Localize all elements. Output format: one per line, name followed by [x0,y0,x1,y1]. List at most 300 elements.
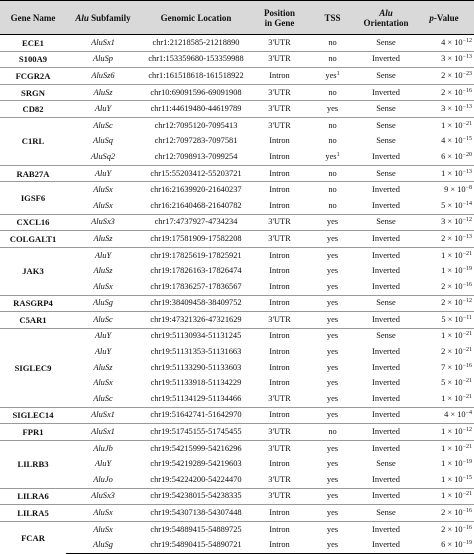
genomic-location-cell: chr19:51134129-51134466 [150,393,242,403]
position-cell: 3'UTR [252,312,307,329]
tss-value: yes [326,459,339,469]
p-value-base: 4 × 10 [444,410,466,420]
subfamily-cell: AluSx [66,182,140,198]
subfamily-cell: AluSz [93,362,113,372]
p-value-exponent: −16 [462,508,472,515]
p-value-cell [414,295,474,312]
header-tss: TSS [307,1,358,35]
p-value-exponent: −11 [462,314,472,321]
p-value-base: 6 × 10 [441,540,463,550]
p-value-exponent: −14 [462,200,472,207]
genomic-location-cell: chr19:54238015-54238335 [140,488,252,505]
p-value-cell [414,263,474,279]
tss-cell [307,407,358,424]
p-value-cell [414,472,474,488]
gene-name-cell: IGSF6 [0,182,66,214]
p-value-base: 2 × 10 [441,233,463,243]
p-value-base: 1 × 10 [441,250,463,260]
genomic-location-cell: chr19:51131353-51131663 [150,347,242,357]
tss-value: no [328,37,337,47]
p-value-exponent: −19 [462,540,472,547]
tss-cell [307,505,358,522]
position-cell: Intron [252,247,307,263]
position-cell: Intron [252,182,307,198]
genomic-location-cell: chr1:161518618-161518922 [140,68,252,85]
genomic-location-cell: chr19:51745155-51745455 [140,424,252,441]
position-cell: 3'UTR [252,488,307,505]
orientation-cell: Sense [358,505,414,522]
position-cell: 3'UTR [268,474,291,484]
genomic-location-cell: chr19:51130934-51131245 [140,328,252,344]
tss-value: no [328,168,337,178]
tss-value: yes [326,298,339,308]
p-value-exponent: −16 [462,281,472,288]
position-cell: Intron [269,362,290,372]
p-value-cell [414,231,474,248]
table-row [0,391,474,407]
orientation-cell: Sense [376,136,396,146]
orientation-cell: Inverted [372,200,400,210]
genomic-location-cell: chr19:54215999-54216296 [140,440,252,456]
gene-name-cell: C1RL [0,117,66,165]
p-value-exponent: −13 [462,233,472,240]
genomic-location-cell: chr19:54307138-54307448 [140,505,252,522]
tss-value: yes [326,491,339,501]
tss-cell [307,263,358,279]
position-cell: Intron [252,165,307,182]
genomic-location-cell: chr12:7095120-7095413 [140,117,252,133]
tss-cell [307,488,358,505]
orientation-cell: Inverted [372,266,400,276]
subfamily-cell: AluSx3 [66,214,140,231]
position-cell: 3'UTR [268,393,291,403]
gene-name-cell: SIGLEC14 [0,407,66,424]
tss-value: yes [326,250,339,260]
header-position-in-gene: Position in Gene [252,1,307,35]
gene-name-cell: FCAR [0,521,66,553]
table-row [0,263,474,279]
p-value-base: 4 × 10 [441,37,463,47]
p-value-exponent: −19 [462,266,472,273]
table-row [0,231,474,248]
header-alu-subfamily: Alu Subfamily [66,1,140,35]
p-value-base: 5 × 10 [441,200,463,210]
table-row [0,68,474,85]
p-value-exponent: −12 [462,298,472,305]
subfamily-cell: AluSx1 [66,35,140,52]
position-cell: Intron [252,505,307,522]
tss-value: yes [326,540,339,550]
tss-value: no [328,87,337,97]
genomic-location-cell: chr19:17825619-17825921 [140,247,252,263]
tss-cell [307,360,358,376]
genomic-location-cell: chr11:44619480-44619789 [140,101,252,118]
gene-name-cell: SRGN [0,84,66,101]
tss-value: yes [326,474,339,484]
tss-value: yes [326,443,339,453]
subfamily-cell: AluY [94,347,112,357]
p-value-cell [414,214,474,231]
gene-name-cell: RAB27A [0,165,66,182]
tss-cell [307,51,358,68]
tss-value: yes [326,217,339,227]
tss-value: yes [326,347,339,357]
orientation-cell: Sense [376,459,396,469]
genomic-location-cell: chr19:47321326-47321629 [140,312,252,329]
tss-cell [307,472,358,488]
genomic-location-cell: chr19:51133918-51134229 [150,378,242,388]
p-value-base: 4 × 10 [441,136,463,146]
gene-name-cell: ECE1 [0,35,66,52]
subfamily-cell: AluSx [93,200,113,210]
p-value-base: 1 × 10 [441,427,463,437]
position-cell: 3'UTR [252,214,307,231]
p-value-exponent: −23 [462,70,472,77]
position-cell: 3'UTR [252,231,307,248]
orientation-cell: Inverted [372,474,400,484]
orientation-cell: Inverted [372,347,400,357]
subfamily-cell: AluSg [66,537,140,553]
p-value-base: 2 × 10 [441,508,463,518]
subfamily-cell: AluSx [66,505,140,522]
orientation-cell: Inverted [372,393,400,403]
p-value-base: 2 × 10 [441,70,463,80]
position-cell: Intron [252,328,307,344]
position-cell: Intron [269,459,290,469]
tss-cell [307,35,358,52]
genomic-location-cell: chr19:54890415-54890721 [140,537,252,553]
tss-value: yes [325,151,337,161]
orientation-cell: Inverted [358,84,414,101]
orientation-cell: Sense [358,214,414,231]
subfamily-cell: AluSz6 [66,68,140,85]
table-row [0,537,474,553]
table-row [0,505,474,522]
tss-cell [307,424,358,441]
p-value-cell [414,391,474,407]
p-value-base: 1 × 10 [441,266,463,276]
table-row [0,35,474,52]
table-row [0,328,474,344]
tss-value: yes [326,281,339,291]
subfamily-cell: AluSz [66,84,140,101]
header-p-value: p-Value [414,1,474,35]
gene-name-cell: LILRA6 [0,488,66,505]
p-value-base: 1 × 10 [441,331,463,341]
tss-cell [307,537,358,553]
tss-value: no [328,54,337,64]
table-row [0,312,474,329]
table-row [0,117,474,133]
p-value-exponent: −12 [462,37,472,44]
p-value-cell [414,344,474,360]
position-cell: 3'UTR [252,51,307,68]
subfamily-cell: AluY [66,247,140,263]
genomic-location-cell: chr16:21640468-21640782 [150,200,242,210]
subfamily-cell: AluJb [66,440,140,456]
p-value-cell [414,117,474,133]
p-value-cell [414,84,474,101]
p-value-base: 2 × 10 [441,87,463,97]
position-cell: 3'UTR [252,424,307,441]
position-cell: Intron [269,151,290,161]
tss-footnote-marker: 1 [336,70,340,77]
p-value-cell [414,279,474,295]
subfamily-cell: AluSx1 [66,424,140,441]
p-value-base: 7 × 10 [441,362,463,372]
table-row [0,279,474,295]
p-value-exponent: −12 [462,427,472,434]
tss-cell [307,101,358,118]
gene-name-cell: C5AR1 [0,312,66,329]
p-value-exponent: −16 [462,362,472,369]
position-cell: 3'UTR [252,84,307,101]
tss-cell [307,456,358,472]
tss-value: no [328,120,337,130]
tss-value: yes [326,524,339,534]
table-row [0,182,474,198]
subfamily-cell: AluJo [93,474,113,484]
orientation-cell: Sense [358,328,414,344]
tss-value: yes [326,362,339,372]
table-row [0,407,474,424]
table-row [0,134,474,150]
orientation-cell: Inverted [358,488,414,505]
table-row [0,360,474,376]
table-row [0,488,474,505]
tss-footnote-marker: 1 [336,151,340,158]
gene-name-cell: COLGALT1 [0,231,66,248]
p-value-base: 1 × 10 [441,474,463,484]
p-value-cell [414,165,474,182]
p-value-exponent: −13 [462,54,472,61]
table-row [0,344,474,360]
p-value-cell [414,247,474,263]
genomic-location-cell: chr16:21639920-21640237 [140,182,252,198]
subfamily-cell: AluSx3 [66,488,140,505]
orientation-cell: Inverted [358,424,414,441]
header-alu-orientation: Alu Orientation [358,1,414,35]
position-cell: Intron [269,347,290,357]
orientation-cell: Sense [358,101,414,118]
genomic-location-cell: chr17:4737927-4734234 [140,214,252,231]
p-value-exponent: −13 [462,104,472,111]
p-value-exponent: −16 [462,524,472,531]
p-value-base: 1 × 10 [441,443,463,453]
position-cell: Intron [269,281,290,291]
table-row [0,51,474,68]
gene-name-cell: S100A9 [0,51,66,68]
tss-cell [307,149,358,165]
position-cell: Intron [269,200,290,210]
p-value-base: 9 × 10 [444,185,466,195]
p-value-base: 2 × 10 [441,281,463,291]
subfamily-cell: AluY [66,165,140,182]
gene-name-cell: JAK3 [0,247,66,295]
tss-cell [307,279,358,295]
p-value-exponent: −16 [462,87,472,94]
tss-cell [307,68,358,85]
p-value-cell [414,68,474,85]
p-value-cell [414,149,474,165]
subfamily-cell: AluSq [92,136,113,146]
position-cell: Intron [269,136,290,146]
subfamily-cell: AluSx [93,281,113,291]
genomic-location-cell: chr19:38409458-38409752 [140,295,252,312]
p-value-exponent: −21 [462,250,472,257]
p-value-cell [414,35,474,52]
position-cell: Intron [252,68,307,85]
p-value-exponent: −21 [462,393,472,400]
position-cell: Intron [269,266,290,276]
genomic-location-cell: chr19:17836257-17836567 [150,281,242,291]
genomic-location-cell: chr12:7098913-7099254 [154,151,238,161]
p-value-cell [414,375,474,391]
position-cell: Intron [269,378,290,388]
genomic-location-cell: chr19:54224200-54224470 [150,474,242,484]
p-value-exponent: −19 [462,459,472,466]
gene-name-cell: CXCL16 [0,214,66,231]
orientation-cell: Inverted [372,151,400,161]
tss-value: yes [326,314,339,324]
tss-value: yes [326,233,339,243]
orientation-cell: Sense [358,117,414,133]
p-value-cell [414,182,474,198]
p-value-base: 3 × 10 [441,217,463,227]
gene-name-cell: FCGR2A [0,68,66,85]
tss-value: yes [326,393,339,403]
genomic-location-cell: chr19:54889415-54889725 [140,521,252,537]
orientation-cell: Sense [358,68,414,85]
genomic-location-cell: chr19:51133290-51133603 [150,362,242,372]
orientation-cell: Inverted [358,407,414,424]
table-row [0,165,474,182]
tss-cell [307,117,358,133]
p-value-base: 6 × 10 [441,151,463,161]
table-row [0,472,474,488]
tss-value: no [328,200,337,210]
p-value-exponent: −21 [462,347,472,354]
p-value-exponent: −21 [462,120,472,127]
orientation-cell: Inverted [372,362,400,372]
p-value-exponent: −20 [462,151,472,158]
subfamily-cell: AluSq2 [90,151,116,161]
gene-name-cell: FPR1 [0,424,66,441]
p-value-base: 3 × 10 [441,54,463,64]
subfamily-cell: AluSx1 [66,407,140,424]
table-row [0,247,474,263]
position-cell: 3'UTR [252,440,307,456]
p-value-cell [414,537,474,553]
tss-value: yes [326,378,339,388]
genomic-location-cell: chr12:7097283-7097581 [154,136,238,146]
table-row [0,149,474,165]
tss-cell [307,134,358,150]
p-value-cell [414,51,474,68]
p-value-cell [414,505,474,522]
tss-cell [307,391,358,407]
subfamily-cell: AluSx [66,521,140,537]
p-value-base: 2 × 10 [441,524,463,534]
p-value-cell [414,424,474,441]
p-value-cell [414,521,474,537]
p-value-base: 1 × 10 [441,393,463,403]
p-value-cell [414,101,474,118]
p-value-exponent: −21 [462,331,472,338]
p-value-cell [414,328,474,344]
tss-cell [307,440,358,456]
tss-value: yes [326,104,339,114]
tss-cell [307,375,358,391]
header-gene-name: Gene Name [0,1,66,35]
table-row [0,295,474,312]
genomic-location-cell: chr15:55203412-55203721 [140,165,252,182]
p-value-exponent: −12 [462,217,472,224]
p-value-cell [414,134,474,150]
p-value-cell [414,456,474,472]
orientation-cell: Inverted [358,247,414,263]
position-cell: 3'UTR [252,35,307,52]
table-row [0,440,474,456]
subfamily-cell: AluSc [93,393,113,403]
p-value-cell [414,488,474,505]
tss-value: no [328,185,337,195]
tss-cell [307,231,358,248]
gene-name-cell: SIGLEC9 [0,328,66,407]
p-value-base: 1 × 10 [441,459,463,469]
table-body [0,35,474,554]
tss-cell [307,344,358,360]
table-row [0,521,474,537]
gene-name-cell: RASGRP4 [0,295,66,312]
p-value-exponent: −21 [462,491,472,498]
p-value-exponent: −21 [462,443,472,450]
genomic-location-cell: chr1:21218585-21218890 [140,35,252,52]
tss-cell [307,328,358,344]
tss-value: yes [326,331,339,341]
genomic-location-cell: chr10:69091596-69091908 [140,84,252,101]
gene-name-cell: LILRA5 [0,505,66,522]
table-row [0,375,474,391]
subfamily-cell: AluSp [66,51,140,68]
table-row [0,84,474,101]
p-value-base: 5 × 10 [441,314,463,324]
genomic-location-cell: chr19:51642741-51642970 [140,407,252,424]
tss-value: no [328,427,337,437]
tss-cell [307,165,358,182]
table-row [0,456,474,472]
position-cell: Intron [252,295,307,312]
p-value-base: 1 × 10 [441,491,463,501]
gene-name-cell: CD82 [0,101,66,118]
orientation-cell: Inverted [358,182,414,198]
tss-cell [307,312,358,329]
p-value-base: 1 × 10 [441,168,463,178]
subfamily-cell: AluSc [66,312,140,329]
position-cell: 3'UTR [252,117,307,133]
header-genomic-location: Genomic Location [140,1,252,35]
tss-value: yes [326,266,339,276]
subfamily-cell: AluSz [93,266,113,276]
p-value-base: 2 × 10 [441,298,463,308]
position-cell: Intron [252,407,307,424]
orientation-cell: Inverted [358,231,414,248]
p-value-base: 1 × 10 [441,120,463,130]
position-cell: 3'UTR [252,101,307,118]
subfamily-cell: AluSc [66,117,140,133]
position-cell: Intron [252,521,307,537]
genomic-location-cell: chr19:17581909-17582208 [140,231,252,248]
